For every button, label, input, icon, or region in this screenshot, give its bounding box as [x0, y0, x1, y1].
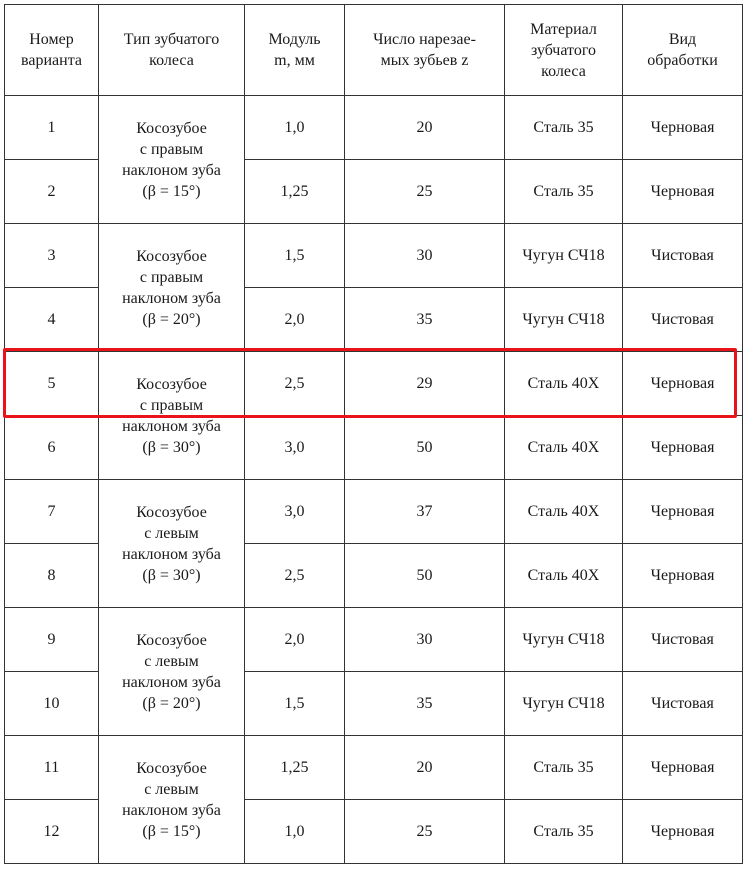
variant-number-cell: 4: [5, 288, 99, 352]
teeth-cell: 20: [345, 96, 505, 160]
gear-type-line: Косозубое: [136, 375, 207, 393]
material-cell: Сталь 40Х: [505, 544, 623, 608]
gear-type-line: наклоном зуба: [122, 161, 221, 179]
table-row: [5, 224, 743, 288]
gear-type-line: Косозубое: [136, 119, 207, 137]
teeth-cell: 35: [345, 672, 505, 736]
variant-number-cell: 9: [5, 608, 99, 672]
gear-type-cell: [99, 352, 245, 480]
gear-type-line: наклоном зуба: [122, 289, 221, 307]
module-cell: 2,5: [245, 352, 345, 416]
table-body: [5, 96, 743, 864]
teeth-cell: 30: [345, 608, 505, 672]
teeth-cell: 29: [345, 352, 505, 416]
processing-cell: Черновая: [623, 544, 743, 608]
gear-type-cell: [99, 736, 245, 864]
gear-type-line: Косозубое: [136, 247, 207, 265]
table-row: [5, 96, 743, 160]
module-cell: 3,0: [245, 416, 345, 480]
header-row: [5, 5, 743, 96]
gear-type-line: наклоном зуба: [122, 417, 221, 435]
gear-type-line: Косозубое: [136, 631, 207, 649]
gear-type-line: с правым: [139, 396, 204, 414]
variant-number-cell: 2: [5, 160, 99, 224]
gear-type-line: Косозубое: [136, 759, 207, 777]
teeth-cell: 20: [345, 736, 505, 800]
module-cell: 1,25: [245, 160, 345, 224]
processing-cell: Черновая: [623, 96, 743, 160]
processing-cell: Черновая: [623, 160, 743, 224]
table-row: [5, 352, 743, 416]
material-cell: Чугун СЧ18: [505, 608, 623, 672]
teeth-cell: 50: [345, 416, 505, 480]
processing-cell: Чистовая: [623, 224, 743, 288]
teeth-cell: 50: [345, 544, 505, 608]
header-variant: Номер варианта: [5, 5, 99, 96]
module-cell: 2,0: [245, 288, 345, 352]
variant-number-cell: 8: [5, 544, 99, 608]
gear-type-line: наклоном зуба: [122, 801, 221, 819]
header-gear-type: Тип зубчатого колеса: [99, 5, 245, 96]
gear-type-line: с правым: [139, 140, 204, 158]
processing-cell: Черновая: [623, 416, 743, 480]
processing-cell: Черновая: [623, 480, 743, 544]
module-cell: 1,25: [245, 736, 345, 800]
material-cell: Сталь 35: [505, 736, 623, 800]
material-cell: Сталь 40Х: [505, 480, 623, 544]
table-row: [5, 480, 743, 544]
gear-type-line: наклоном зуба: [122, 545, 221, 563]
header-module: Модуль m, мм: [245, 5, 345, 96]
gear-type-line: с правым: [139, 268, 204, 286]
gear-type-line: (β = 15°): [142, 182, 201, 200]
variant-number-cell: 10: [5, 672, 99, 736]
gear-type-line: (β = 15°): [142, 822, 201, 840]
module-cell: 2,0: [245, 608, 345, 672]
teeth-cell: 37: [345, 480, 505, 544]
variant-number-cell: 1: [5, 96, 99, 160]
variant-number-cell: 6: [5, 416, 99, 480]
module-cell: 1,5: [245, 672, 345, 736]
module-cell: 1,0: [245, 800, 345, 864]
material-cell: Чугун СЧ18: [505, 224, 623, 288]
teeth-cell: 25: [345, 160, 505, 224]
gear-type-cell: [99, 480, 245, 608]
processing-cell: Черновая: [623, 736, 743, 800]
gear-type-line: Косозубое: [136, 503, 207, 521]
gear-type-line: с левым: [144, 524, 199, 542]
processing-cell: Чистовая: [623, 288, 743, 352]
processing-cell: Черновая: [623, 800, 743, 864]
module-cell: 2,5: [245, 544, 345, 608]
variants-table: [4, 4, 743, 864]
material-cell: Сталь 35: [505, 800, 623, 864]
gear-type-cell: [99, 224, 245, 352]
material-cell: Сталь 35: [505, 96, 623, 160]
module-cell: 1,0: [245, 96, 345, 160]
header-material: Материал зубчатого колеса: [505, 5, 623, 96]
gear-type-line: (β = 30°): [142, 438, 201, 456]
material-cell: Чугун СЧ18: [505, 288, 623, 352]
processing-cell: Черновая: [623, 352, 743, 416]
gear-type-line: (β = 20°): [142, 694, 201, 712]
header-processing: Вид обработки: [623, 5, 743, 96]
gear-type-line: (β = 20°): [142, 310, 201, 328]
module-cell: 1,5: [245, 224, 345, 288]
variant-number-cell: 7: [5, 480, 99, 544]
gear-type-line: с левым: [144, 652, 199, 670]
material-cell: Чугун СЧ18: [505, 672, 623, 736]
gear-type-line: (β = 30°): [142, 566, 201, 584]
material-cell: Сталь 40Х: [505, 352, 623, 416]
teeth-cell: 30: [345, 224, 505, 288]
header-teeth: Число нарезае- мых зубьев z: [345, 5, 505, 96]
gear-type-cell: [99, 608, 245, 736]
gear-type-line: с левым: [144, 780, 199, 798]
variant-number-cell: 5: [5, 352, 99, 416]
gear-type-line: наклоном зуба: [122, 673, 221, 691]
variant-number-cell: 12: [5, 800, 99, 864]
gear-type-cell: [99, 96, 245, 224]
variant-number-cell: 3: [5, 224, 99, 288]
variant-number-cell: 11: [5, 736, 99, 800]
processing-cell: Чистовая: [623, 608, 743, 672]
teeth-cell: 35: [345, 288, 505, 352]
processing-cell: Чистовая: [623, 672, 743, 736]
table-row: [5, 736, 743, 800]
table-row: [5, 608, 743, 672]
material-cell: Сталь 35: [505, 160, 623, 224]
module-cell: 3,0: [245, 480, 345, 544]
teeth-cell: 25: [345, 800, 505, 864]
material-cell: Сталь 40Х: [505, 416, 623, 480]
